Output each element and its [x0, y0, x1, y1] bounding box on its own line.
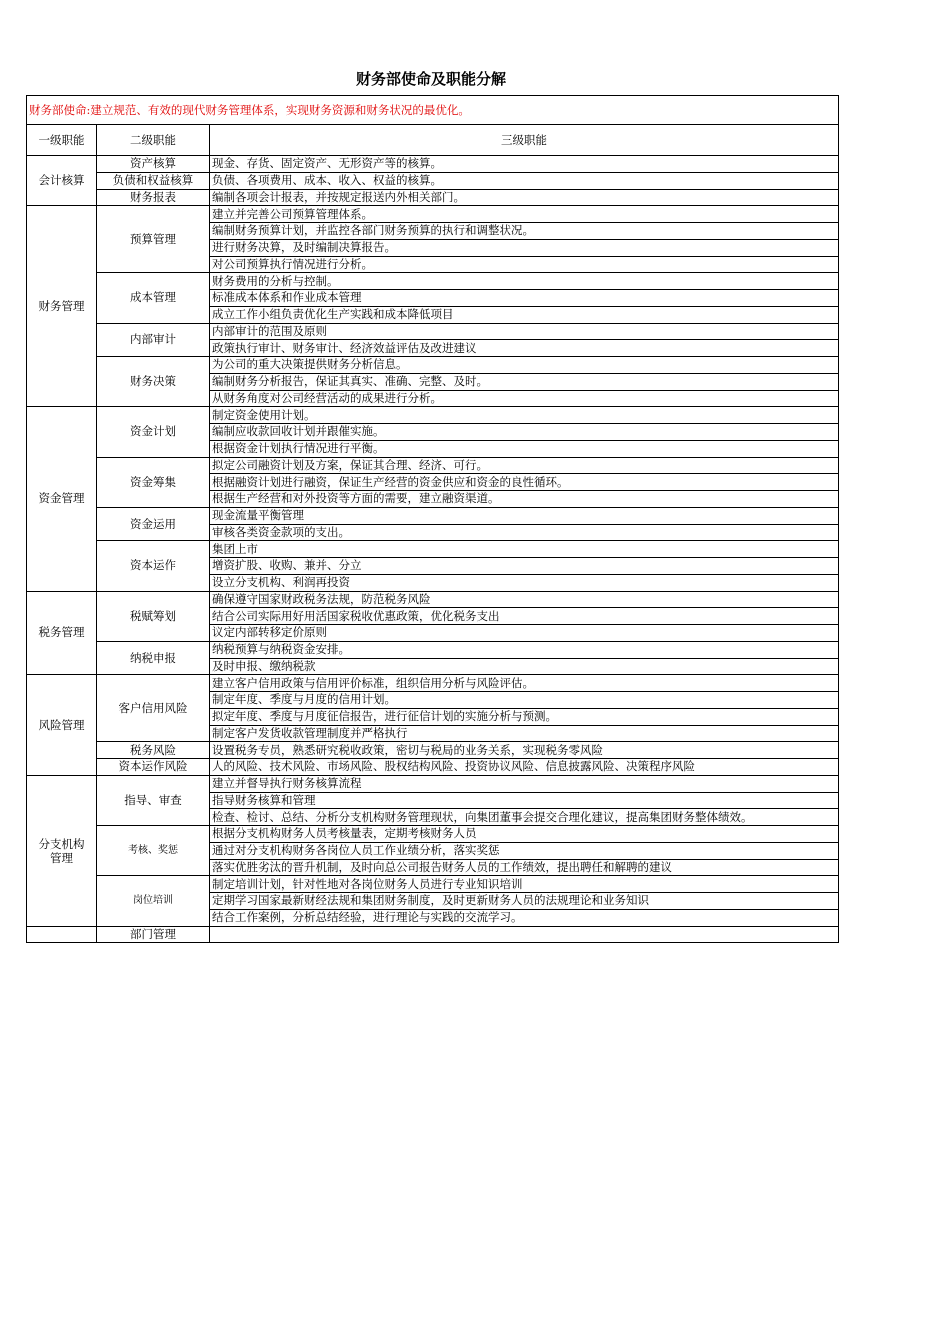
level3-function: 制定资金使用计划。 [210, 407, 839, 424]
level1-function: 分支机构管理 [27, 775, 97, 926]
level3-function: 根据生产经营和对外投资等方面的需要，建立融资渠道。 [210, 491, 839, 508]
level1-function: 财务管理 [27, 206, 97, 407]
level3-function: 人的风险、技术风险、市场风险、股权结构风险、投资协议风险、信息披露风险、决策程序风险 [210, 759, 839, 776]
table-row [27, 323, 839, 340]
level3-function: 负债、各项费用、成本、收入、权益的核算。 [210, 172, 839, 189]
level1-function [27, 926, 97, 943]
level3-function: 编制财务分析报告，保证其真实、准确、完整、及时。 [210, 373, 839, 390]
level2-function: 纳税申报 [97, 641, 210, 675]
table-row [27, 357, 839, 374]
level3-function: 落实优胜劣汰的晋升机制，及时向总公司报告财务人员的工作绩效，提出聘任和解聘的建议 [210, 859, 839, 876]
level2-function: 预算管理 [97, 206, 210, 273]
level3-function: 为公司的重大决策提供财务分析信息。 [210, 357, 839, 374]
table-row [27, 541, 839, 558]
mission-text: 财务部使命:建立规范、有效的现代财务管理体系，实现财务资源和财务状况的最优化。 [27, 96, 839, 125]
level3-function: 内部审计的范围及原则 [210, 323, 839, 340]
function-table [26, 95, 839, 943]
level3-function: 建立客户信用政策与信用评价标准，组织信用分析与风险评估。 [210, 675, 839, 692]
header-level2: 二级职能 [97, 125, 210, 156]
level3-function: 成立工作小组负责优化生产实践和成本降低项目 [210, 306, 839, 323]
level3-function: 现金流量平衡管理 [210, 507, 839, 524]
table-row [27, 206, 839, 223]
level3-function: 制定培训计划，针对性地对各岗位财务人员进行专业知识培训 [210, 876, 839, 893]
level2-function: 考核、奖惩 [97, 826, 210, 876]
level3-function: 编制各项会计报表，并按规定报送内外相关部门。 [210, 189, 839, 206]
level1-function: 风险管理 [27, 675, 97, 776]
table-row [27, 172, 839, 189]
level3-function: 通过对分支机构财务各岗位人员工作业绩分析，落实奖惩 [210, 842, 839, 859]
level3-function: 根据融资计划进行融资，保证生产经营的资金供应和资金的良性循环。 [210, 474, 839, 491]
table-row [27, 273, 839, 290]
level3-function: 及时申报、缴纳税款 [210, 658, 839, 675]
level3-function: 检查、检讨、总结、分析分支机构财务管理现状，向集团董事会提交合理化建议，提高集团财务整体绩效。 [210, 809, 839, 826]
level3-function: 设立分支机构、利润再投资 [210, 574, 839, 591]
table-row [27, 407, 839, 424]
table-row [27, 156, 839, 173]
level2-function: 负债和权益核算 [97, 172, 210, 189]
header-row [27, 125, 839, 156]
level3-function: 现金、存货、固定资产、无形资产等的核算。 [210, 156, 839, 173]
level3-function: 编制财务预算计划，并监控各部门财务预算的执行和调整状况。 [210, 223, 839, 240]
table-row [27, 742, 839, 759]
level3-function: 设置税务专员，熟悉研究税收政策，密切与税局的业务关系，实现税务零风险 [210, 742, 839, 759]
page-title: 财务部使命及职能分解 [355, 70, 506, 88]
level2-function: 内部审计 [97, 323, 210, 357]
table-row [27, 591, 839, 608]
level2-function: 部门管理 [97, 926, 210, 943]
level1-function: 会计核算 [27, 156, 97, 206]
level3-function: 标准成本体系和作业成本管理 [210, 290, 839, 307]
table-row [27, 876, 839, 893]
level3-function: 议定内部转移定价原则 [210, 625, 839, 642]
table-row [27, 507, 839, 524]
table-row [27, 926, 839, 943]
level3-function: 指导财务核算和管理 [210, 792, 839, 809]
level3-function: 建立并完善公司预算管理体系。 [210, 206, 839, 223]
level1-function: 资金管理 [27, 407, 97, 591]
level3-function: 纳税预算与纳税资金安排。 [210, 641, 839, 658]
level3-function: 审核各类资金款项的支出。 [210, 524, 839, 541]
level2-function: 资本运作 [97, 541, 210, 591]
level2-function: 客户信用风险 [97, 675, 210, 742]
table-row [27, 641, 839, 658]
level2-function: 资金运用 [97, 507, 210, 541]
level3-function: 制定年度、季度与月度的信用计划。 [210, 692, 839, 709]
level3-function: 结合公司实际用好用活国家税收优惠政策，优化税务支出 [210, 608, 839, 625]
level3-function: 建立并督导执行财务核算流程 [210, 775, 839, 792]
level3-function: 定期学习国家最新财经法规和集团财务制度，及时更新财务人员的法规理论和业务知识 [210, 893, 839, 910]
level3-function: 拟定年度、季度与月度征信报告，进行征信计划的实施分析与预测。 [210, 708, 839, 725]
table-row [27, 826, 839, 843]
level2-function: 岗位培训 [97, 876, 210, 926]
level2-function: 资本运作风险 [97, 759, 210, 776]
table-row [27, 775, 839, 792]
level3-function: 财务费用的分析与控制。 [210, 273, 839, 290]
table-row [27, 189, 839, 206]
level3-function: 确保遵守国家财政税务法规，防范税务风险 [210, 591, 839, 608]
table-row [27, 759, 839, 776]
mission-row [27, 96, 839, 125]
level3-function: 集团上市 [210, 541, 839, 558]
function-table-body [27, 96, 839, 943]
level2-function: 财务决策 [97, 357, 210, 407]
table-row [27, 675, 839, 692]
table-row [27, 457, 839, 474]
header-level3: 三级职能 [210, 125, 839, 156]
level3-function: 结合工作案例，分析总结经验，进行理论与实践的交流学习。 [210, 909, 839, 926]
level3-function: 拟定公司融资计划及方案，保证其合理、经济、可行。 [210, 457, 839, 474]
level2-function: 税赋筹划 [97, 591, 210, 641]
level1-function: 税务管理 [27, 591, 97, 675]
level3-function: 对公司预算执行情况进行分析。 [210, 256, 839, 273]
level2-function: 成本管理 [97, 273, 210, 323]
level3-function: 进行财务决算，及时编制决算报告。 [210, 239, 839, 256]
level3-function: 制定客户发货收款管理制度并严格执行 [210, 725, 839, 742]
level3-function: 根据资金计划执行情况进行平衡。 [210, 440, 839, 457]
level2-function: 税务风险 [97, 742, 210, 759]
header-level1: 一级职能 [27, 125, 97, 156]
level2-function: 指导、审查 [97, 775, 210, 825]
level2-function: 资金计划 [97, 407, 210, 457]
level3-function: 政策执行审计、财务审计、经济效益评估及改进建议 [210, 340, 839, 357]
level3-function: 编制应收款回收计划并跟催实施。 [210, 424, 839, 441]
level2-function: 资金筹集 [97, 457, 210, 507]
level2-function: 财务报表 [97, 189, 210, 206]
level3-function: 根据分支机构财务人员考核量表，定期考核财务人员 [210, 826, 839, 843]
level3-function: 增资扩股、收购、兼并、分立 [210, 558, 839, 575]
level3-function [210, 926, 839, 943]
level2-function: 资产核算 [97, 156, 210, 173]
level3-function: 从财务角度对公司经营活动的成果进行分析。 [210, 390, 839, 407]
